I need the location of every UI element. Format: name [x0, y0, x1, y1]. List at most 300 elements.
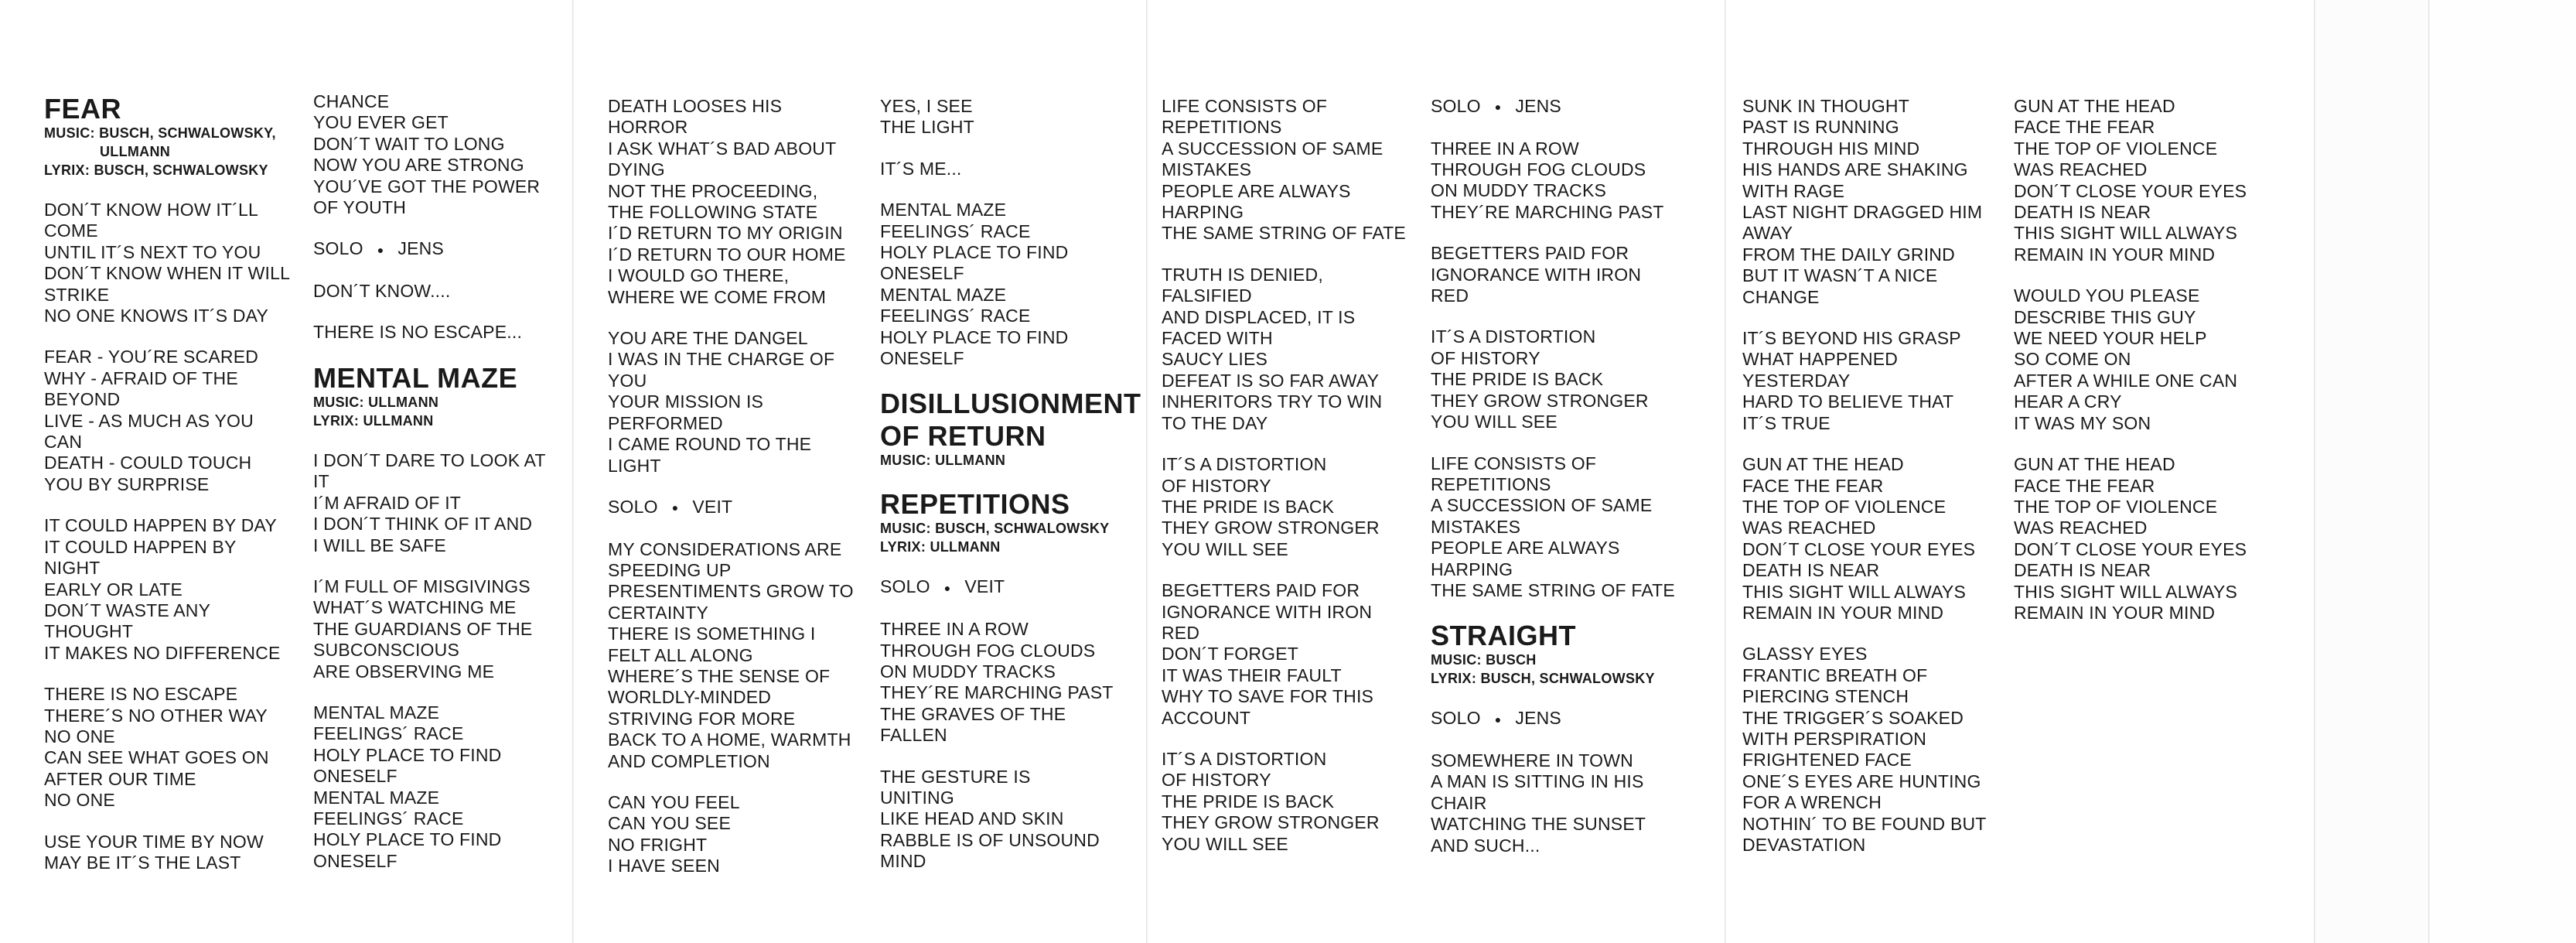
lyric-line: MAY BE IT´S THE LAST [44, 852, 241, 873]
lyric-line: THE PRIDE IS BACK [1162, 496, 1335, 517]
lyrics-column [1431, 96, 1694, 876]
song-header [880, 490, 1143, 556]
lyric-line: THE TOP OF VIOLENCE [2014, 496, 2218, 517]
lyric-line: IT´S TRUE [1742, 412, 1830, 433]
lyric-line: THROUGH FOG CLOUDS [880, 640, 1096, 661]
lyric-line: HARD TO BELIEVE THAT [1742, 391, 1954, 412]
lyric-line: CAN YOU SEE [608, 813, 731, 834]
stanza [608, 539, 871, 772]
lyric-line: THE GRAVES OF THE [880, 703, 1066, 724]
lyric-line: LIVE - AS MUCH AS YOU [44, 410, 254, 431]
lyric-line: IT´S A DISTORTION [1162, 748, 1327, 769]
lyric-line: MENTAL MAZE [313, 702, 440, 723]
lyric-line: I WOULD GO THERE, [608, 265, 790, 286]
lyric-line: AND COMPLETION [608, 750, 770, 771]
lyric-line: THE FOLLOWING STATE [608, 202, 818, 223]
lyric-line: THEY GROW STRONGER [1431, 390, 1649, 411]
lyric-line: GLASSY EYES [1742, 644, 1868, 665]
lyric-line: IT COULD HAPPEN BY [44, 536, 237, 557]
stanza [1162, 265, 1424, 434]
stanza [1431, 326, 1694, 432]
lyric-line: HARPING [1162, 202, 1244, 223]
song-title: OF RETURN [880, 420, 1046, 453]
stanza [608, 96, 871, 308]
lyric-line: ON MUDDY TRACKS [880, 661, 1056, 682]
lyric-line: YOU WILL SEE [1162, 833, 1288, 854]
lyric-line: HEAR A CRY [2014, 391, 2122, 412]
lyric-line: AFTER OUR TIME [44, 768, 196, 789]
lyric-line: PAST IS RUNNING [1742, 117, 1899, 138]
stanza [880, 200, 1143, 369]
lyric-line: REPETITIONS [1431, 473, 1551, 494]
lyric-line: FACE THE FEAR [2014, 475, 2155, 496]
blank-back-panel [2430, 0, 2576, 943]
lyric-line: DON´T KNOW WHEN IT WILL [44, 263, 291, 284]
lyric-line: DEATH IS NEAR [1742, 560, 1880, 581]
lyric-line: THIS SIGHT WILL ALWAYS [2014, 223, 2237, 244]
lyric-line: YOU WILL SEE [1162, 538, 1288, 559]
lyric-line: THE GESTURE IS [880, 766, 1031, 787]
lyric-line: DON´T KNOW.... [313, 281, 451, 302]
stanza [44, 684, 299, 811]
lyric-line: NO FRIGHT [608, 834, 708, 855]
stanza [44, 832, 299, 874]
song-header [44, 94, 299, 179]
lyric-line: DESCRIBE THIS GUY [2014, 306, 2196, 327]
stanza [2014, 96, 2284, 265]
lyric-line: FEAR - YOU´RE SCARED [44, 347, 259, 367]
lyric-line: DEATH - COULD TOUCH [44, 453, 252, 473]
lyric-line: TRUTH IS DENIED, [1162, 264, 1323, 285]
lyric-line: HOLY PLACE TO FIND [880, 326, 1069, 347]
lyric-line: NO ONE [44, 726, 115, 747]
song-credit: LYRIX: BUSCH, SCHWALOWSKY [1431, 671, 1655, 687]
stanza [1162, 96, 1424, 244]
stanza [1431, 453, 1694, 602]
lyric-line: DON´T CLOSE YOUR EYES [2014, 538, 2247, 559]
lyric-line: NOTHIN´ TO BE FOUND BUT [1742, 813, 1987, 834]
lyric-line: A SUCCESSION OF SAME [1162, 138, 1384, 159]
lyric-line: DON´T WASTE ANY [44, 600, 211, 620]
song-header [1431, 621, 1694, 688]
lyric-line: DON´T WAIT TO LONG [313, 133, 505, 154]
lyric-line: HOLY PLACE TO FIND [313, 829, 502, 850]
stanza [1742, 644, 2013, 856]
lyric-line: I´M FULL OF MISGIVINGS [313, 576, 531, 596]
song-title: DISILLUSIONMENT [880, 388, 1141, 420]
lyric-line: CAN [44, 432, 83, 453]
lyric-line: PERFORMED [608, 412, 723, 433]
lyric-line: LIFE CONSISTS OF [1431, 453, 1597, 473]
lyric-line: A MAN IS SITTING IN HIS [1431, 771, 1644, 792]
lyric-line: AND DISPLACED, IT IS [1162, 306, 1356, 327]
solo-label: SOLO [313, 238, 363, 259]
stanza [313, 281, 568, 302]
lyric-line: NO ONE KNOWS IT´S DAY [44, 306, 269, 326]
lyric-line: IT´S ME... [880, 158, 962, 179]
lyric-line: LIKE HEAD AND SKIN [880, 808, 1064, 829]
lyric-line: PEOPLE ARE ALWAYS [1431, 538, 1620, 559]
lyric-line: EARLY OR LATE [44, 579, 183, 600]
lyric-line: UNITING [880, 787, 954, 808]
lyric-line: OF YOUTH [313, 197, 407, 218]
lyric-line: ARE OBSERVING ME [313, 661, 495, 682]
stanza [2014, 454, 2284, 624]
lyrics-column [880, 96, 1143, 893]
lyric-line: IT MAKES NO DIFFERENCE [44, 642, 281, 663]
lyric-line: FALLEN [880, 725, 947, 746]
lyric-line: IT´S A DISTORTION [1162, 454, 1327, 475]
stanza [880, 159, 1143, 179]
solo-performer: VEIT [964, 576, 1005, 597]
lyric-line: HARPING [1431, 559, 1513, 579]
lyric-line: HOLY PLACE TO FIND [880, 242, 1069, 263]
lyric-line: BEGETTERS PAID FOR [1162, 580, 1360, 601]
lyric-line: BEGETTERS PAID FOR [1431, 243, 1629, 264]
lyric-line: FELT ALL ALONG [608, 644, 753, 665]
lyric-line: BEYOND [44, 389, 121, 410]
stanza [44, 515, 299, 664]
lyric-line: THE SAME STRING OF FATE [1162, 223, 1406, 244]
lyric-line: LIFE CONSISTS OF [1162, 96, 1328, 116]
lyric-line: IGNORANCE WITH IRON [1162, 601, 1373, 622]
lyric-line: RABBLE IS OF UNSOUND [880, 829, 1100, 850]
lyric-line: COME [44, 220, 98, 241]
lyric-line: FACE THE FEAR [1742, 475, 1884, 496]
lyrics-column [1742, 96, 2013, 876]
lyric-line: HIS HANDS ARE SHAKING [1742, 159, 1968, 180]
song-credit: MUSIC: ULLMANN [313, 394, 439, 410]
lyric-line: MENTAL MAZE [880, 284, 1007, 305]
lyric-line: YES, I SEE [880, 96, 973, 116]
lyric-line: FEELINGS´ RACE [313, 808, 464, 829]
lyric-line: THERE IS NO ESCAPE... [313, 322, 523, 343]
lyric-line: THEY GROW STRONGER [1162, 812, 1380, 833]
lyric-line: WATCHING THE SUNSET [1431, 814, 1646, 835]
lyric-line: I ASK WHAT´S BAD ABOUT [608, 138, 837, 159]
lyric-line: FRANTIC BREATH OF [1742, 665, 1928, 685]
lyric-line: DEFEAT IS SO FAR AWAY [1162, 370, 1380, 391]
lyric-line: FACE THE FEAR [2014, 117, 2155, 138]
stanza [1431, 750, 1694, 856]
lyric-line: GUN AT THE HEAD [2014, 454, 2175, 475]
solo-label: SOLO [1431, 708, 1481, 729]
lyric-line: WITH RAGE [1742, 180, 1845, 201]
lyric-line: SO COME ON [2014, 349, 2131, 370]
lyric-line: CAN SEE WHAT GOES ON [44, 747, 269, 768]
lyric-line: SUBCONSCIOUS [313, 640, 459, 661]
solo-performer: VEIT [692, 496, 733, 517]
lyric-line: I DON´T DARE TO LOOK AT [313, 449, 546, 470]
lyric-line: IT´S BEYOND HIS GRASP [1742, 328, 1961, 349]
lyric-line: MISTAKES [1431, 516, 1521, 537]
lyric-line: THROUGH FOG CLOUDS [1431, 159, 1646, 180]
lyric-line: THREE IN A ROW [1431, 138, 1579, 159]
lyric-line: THE TOP OF VIOLENCE [2014, 138, 2218, 159]
lyric-line: TO THE DAY [1162, 412, 1268, 433]
stanza [313, 91, 568, 218]
lyric-line: CHAIR [1431, 792, 1487, 813]
stanza [880, 767, 1143, 873]
lyric-line: FEELINGS´ RACE [880, 306, 1031, 326]
lyric-line: CHANCE [313, 91, 390, 111]
lyric-line: YOU [608, 370, 647, 391]
stanza [1742, 328, 2013, 434]
song-credit: LYRIX: ULLMANN [313, 412, 434, 429]
lyric-line: THE GUARDIANS OF THE [313, 618, 533, 639]
lyric-line: ONE´S EYES ARE HUNTING [1742, 770, 1981, 791]
song-credit: MUSIC: BUSCH, SCHWALOWSKY [880, 521, 1110, 537]
solo-line [1431, 708, 1694, 730]
lyric-line: WHY TO SAVE FOR THIS [1162, 686, 1374, 707]
lyric-line: YESTERDAY [1742, 370, 1851, 391]
blank-spine-panel [2315, 0, 2428, 943]
song-header [880, 389, 1143, 470]
lyrics-column [313, 91, 568, 892]
stanza [608, 328, 871, 477]
lyric-line: THIS SIGHT WILL ALWAYS [2014, 581, 2237, 602]
lyric-line: FRIGHTENED FACE [1742, 750, 1912, 770]
lyric-line: CHANGE [1742, 286, 1820, 307]
lyric-line: ONESELF [313, 766, 397, 787]
lyric-line: THE LIGHT [880, 117, 974, 138]
lyric-line: IT COULD HAPPEN BY DAY [44, 515, 277, 536]
lyrics-column [44, 91, 299, 893]
song-credit: MUSIC: BUSCH, SCHWALOWSKY, [44, 125, 276, 141]
lyric-line: OF HISTORY [1162, 770, 1271, 791]
lyric-line: ACCOUNT [1162, 707, 1251, 728]
lyric-line: A SUCCESSION OF SAME [1431, 495, 1653, 516]
stanza [1431, 243, 1694, 306]
lyric-line: IGNORANCE WITH IRON [1431, 264, 1642, 285]
lyric-line: YOU´VE GOT THE POWER [313, 176, 541, 196]
stanza [44, 347, 299, 495]
bullet-icon: ● [671, 501, 679, 514]
stanza [1742, 96, 2013, 308]
solo-line [313, 238, 568, 261]
bullet-icon: ● [377, 243, 384, 256]
lyric-line: THE PRIDE IS BACK [1431, 369, 1604, 390]
song-title: STRAIGHT [1431, 620, 1576, 652]
stanza [313, 450, 568, 556]
lyric-line: USE YOUR TIME BY NOW [44, 831, 264, 852]
song-credit: LYRIX: ULLMANN [880, 539, 1001, 555]
lyric-line: AND SUCH... [1431, 835, 1540, 856]
lyric-line: THERE IS SOMETHING I [608, 624, 816, 644]
lyric-line: WOULD YOU PLEASE [2014, 285, 2200, 306]
lyric-line: THIS SIGHT WILL ALWAYS [1742, 581, 1966, 602]
lyric-line: BUT IT WASN´T A NICE [1742, 265, 1938, 286]
lyric-line: LIGHT [608, 455, 661, 476]
solo-label: SOLO [1431, 96, 1481, 116]
stanza [44, 200, 299, 326]
lyric-line: STRIVING FOR MORE [608, 708, 796, 729]
lyric-line: REMAIN IN YOUR MIND [2014, 602, 2216, 623]
lyric-line: THERE IS NO ESCAPE [44, 684, 238, 705]
lyric-line: THERE´S NO OTHER WAY [44, 705, 268, 726]
lyric-line: DON´T CLOSE YOUR EYES [2014, 180, 2247, 201]
lyric-line: ONESELF [880, 348, 964, 369]
lyric-line: INHERITORS TRY TO WIN [1162, 391, 1383, 412]
lyric-line: ONESELF [880, 263, 964, 284]
solo-line [608, 497, 871, 519]
lyric-line: WAS REACHED [2014, 159, 2148, 180]
lyric-line: I´M AFRAID OF IT [313, 492, 462, 513]
stanza [880, 619, 1143, 746]
lyric-line: GUN AT THE HEAD [1742, 454, 1904, 475]
lyric-line: WE NEED YOUR HELP [2014, 328, 2207, 349]
lyric-line: UNTIL IT´S NEXT TO YOU [44, 241, 261, 262]
lyric-line: WHERE WE COME FROM [608, 286, 827, 307]
song-credit: LYRIX: BUSCH, SCHWALOWSKY [44, 162, 268, 178]
lyric-line: NOW YOU ARE STRONG [313, 155, 524, 176]
lyric-line: SUNK IN THOUGHT [1742, 96, 1909, 116]
lyric-line: DEATH LOOSES HIS [608, 96, 783, 116]
stanza [1431, 138, 1694, 224]
lyric-line: MIND [880, 851, 926, 872]
lyric-line: I CAME ROUND TO THE [608, 434, 812, 455]
bullet-icon: ● [1494, 712, 1502, 726]
lyric-line: FALSIFIED [1162, 285, 1252, 306]
stanza [313, 576, 568, 682]
lyric-line: CERTAINTY [608, 602, 709, 623]
lyric-line: LAST NIGHT DRAGGED HIM [1742, 202, 1983, 223]
lyric-line: MENTAL MAZE [880, 200, 1007, 220]
lyric-line: NIGHT [44, 558, 101, 579]
solo-line [880, 576, 1143, 599]
lyric-line: FOR A WRENCH [1742, 792, 1882, 813]
lyric-line: MY CONSIDERATIONS ARE [608, 538, 842, 559]
stanza [1162, 580, 1424, 729]
lyric-line: AWAY [1742, 223, 1793, 244]
lyric-line: RED [1162, 622, 1200, 643]
lyric-line: FEELINGS´ RACE [313, 723, 464, 744]
lyric-line: RED [1431, 285, 1469, 306]
lyric-line: OF HISTORY [1431, 347, 1540, 368]
lyric-line: REMAIN IN YOUR MIND [1742, 602, 1944, 623]
lyric-line: IT WAS MY SON [2014, 412, 2151, 433]
lyric-line: IT WAS THEIR FAULT [1162, 665, 1342, 685]
solo-label: SOLO [880, 576, 930, 597]
song-credit: ULLMANN [100, 144, 171, 159]
lyric-line: WAS REACHED [2014, 518, 2148, 538]
lyric-line: SOMEWHERE IN TOWN [1431, 750, 1633, 770]
solo-performer: JENS [397, 238, 444, 259]
lyric-line: IT [313, 471, 329, 492]
lyric-line: WHAT´S WATCHING ME [313, 597, 517, 618]
lyric-line: THE PRIDE IS BACK [1162, 791, 1335, 811]
song-credit: MUSIC: BUSCH [1431, 652, 1537, 668]
lyric-line: FACED WITH [1162, 328, 1273, 349]
lyric-line: SPEEDING UP [608, 559, 732, 580]
lyric-line: YOU WILL SEE [1431, 412, 1558, 432]
lyric-line: MISTAKES [1162, 159, 1252, 180]
lyric-line: WHERE´S THE SENSE OF [608, 665, 831, 686]
lyric-line: THEY GROW STRONGER [1162, 518, 1380, 538]
stanza [1162, 454, 1424, 560]
solo-label: SOLO [608, 496, 658, 517]
lyric-line: I WAS IN THE CHARGE OF [608, 349, 835, 370]
stanza [2014, 285, 2284, 434]
lyric-line: FROM THE DAILY GRIND [1742, 244, 1955, 265]
bullet-icon: ● [943, 581, 951, 594]
lyric-line: THEY´RE MARCHING PAST [880, 682, 1114, 703]
stanza [880, 96, 1143, 138]
lyric-line: YOU ARE THE DANGEL [608, 328, 808, 349]
lyric-line: WORLDLY-MINDED [608, 687, 772, 708]
lyric-line: DON´T FORGET [1162, 644, 1299, 665]
lyric-line: YOUR MISSION IS [608, 391, 764, 412]
lyric-line: THOUGHT [44, 621, 134, 642]
lyric-line: WHY - AFRAID OF THE [44, 367, 238, 388]
lyric-line: PEOPLE ARE ALWAYS [1162, 180, 1351, 201]
lyric-line: THEY´RE MARCHING PAST [1431, 201, 1664, 222]
song-title: MENTAL MAZE [313, 361, 518, 394]
lyric-line: ON MUDDY TRACKS [1431, 180, 1607, 201]
lyric-line: I WILL BE SAFE [313, 535, 446, 555]
song-credit: MUSIC: ULLMANN [880, 453, 1006, 469]
lyrics-column [2014, 96, 2284, 644]
lyric-line: THREE IN A ROW [880, 619, 1029, 640]
lyric-line: PIERCING STENCH [1742, 686, 1909, 707]
stanza [313, 702, 568, 872]
song-header [313, 361, 568, 430]
lyric-line: THE SAME STRING OF FATE [1431, 579, 1675, 600]
lyric-line: HORROR [608, 117, 688, 138]
lyric-line: DON´T CLOSE YOUR EYES [1742, 538, 1976, 559]
solo-performer: JENS [1515, 96, 1561, 116]
lyric-line: REPETITIONS [1162, 117, 1282, 138]
lyric-line: DON´T KNOW HOW IT´LL [44, 200, 259, 220]
stanza [1162, 749, 1424, 855]
lyric-line: I HAVE SEEN [608, 856, 720, 876]
lyric-line: I´D RETURN TO MY ORIGIN [608, 223, 843, 244]
stanza [1742, 454, 2013, 624]
lyric-line: I´D RETURN TO OUR HOME [608, 244, 846, 265]
lyric-line: REMAIN IN YOUR MIND [2014, 244, 2216, 265]
lyric-line: NOT THE PROCEEDING, [608, 180, 818, 201]
lyric-line: THROUGH HIS MIND [1742, 138, 1920, 159]
lyric-line: YOU EVER GET [313, 112, 449, 133]
lyric-line: CAN YOU FEEL [608, 792, 740, 812]
lyric-line: I DON´T THINK OF IT AND [313, 514, 533, 535]
song-title: REPETITIONS [880, 488, 1070, 521]
lyric-line: WHAT HAPPENED [1742, 349, 1899, 370]
lyric-line: IT´S A DISTORTION [1431, 326, 1596, 347]
lyric-line: THE TRIGGER´S SOAKED [1742, 707, 1964, 728]
solo-line [1431, 96, 1694, 118]
lyrics-column [1162, 96, 1424, 875]
lyric-line: AFTER A WHILE ONE CAN [2014, 370, 2238, 391]
lyric-line: GUN AT THE HEAD [2014, 96, 2175, 116]
lyric-line: FEELINGS´ RACE [880, 220, 1031, 241]
song-title: FEAR [44, 93, 121, 125]
lyric-line: THE TOP OF VIOLENCE [1742, 496, 1947, 517]
lyric-line: DYING [608, 159, 665, 180]
lyric-line: HOLY PLACE TO FIND [313, 744, 502, 765]
lyric-line: WITH PERSPIRATION [1742, 728, 1927, 749]
lyric-line: DEATH IS NEAR [2014, 202, 2151, 223]
lyric-line: PRESENTIMENTS GROW TO [608, 581, 854, 602]
bullet-icon: ● [1494, 101, 1502, 114]
lyric-line: DEATH IS NEAR [2014, 560, 2151, 581]
lyric-line: YOU BY SURPRISE [44, 473, 210, 494]
lyrics-column [608, 96, 871, 897]
lyric-line: BACK TO A HOME, WARMTH [608, 729, 851, 750]
lyric-line: NO ONE [44, 790, 115, 811]
lyric-line: WAS REACHED [1742, 518, 1876, 538]
lyric-line: ONESELF [313, 850, 397, 871]
